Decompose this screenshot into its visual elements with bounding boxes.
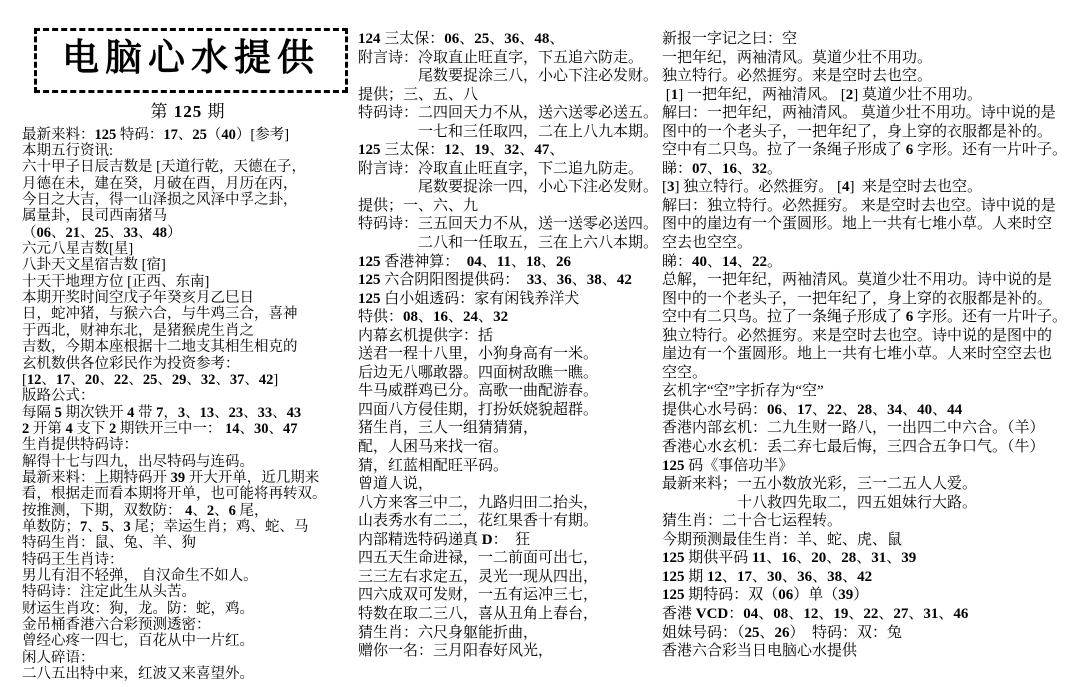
text-line: 图中的一个老头子，一把年纪了，身上穿的衣服都是补的。 [662,123,1053,140]
text-line: 特码诗：注定此生从头苦。 [22,584,196,601]
text-line: 赠你一名：三月阳春好风光， [358,643,554,660]
text-line: 八方来客三中二，九路归田二抬头， [358,494,599,511]
text-line: 香港 VCD：04、08、12、19、22、27、31、46 [662,605,969,622]
text-line: 125 白小姐透码：家有闲钱养洋犬 [358,290,580,307]
text-line: 最新来料：125 特码：17、25（40）[参考] [22,126,290,143]
text-line: 姐妹号码：（25、26） 特码：双：兔 [662,624,903,641]
text-line: 空空。 [662,364,708,381]
text-line: 本期开奖时间空戊子年癸亥月乙巳日 [22,290,254,307]
text-line: 提供；三、五、八 [358,86,479,103]
middle-column-text [358,30,660,661]
text-line: 二八和一任取五，三在上六八本期。 [358,235,659,252]
text-line: 解得十七与四九，出尽特码与连码。 [22,453,254,470]
text-line: 特码诗：三五回天力不从，送一送零必送四。 [358,216,659,233]
text-line: 按推测，下期，双数防： 4、2、6 尾， [22,502,269,519]
page-title: 电脑心水提供 [62,38,320,79]
text-line: 特码诗：二四回天力不从，送六送零必送五。 [358,105,659,122]
text-line: 单数防；7、5、3 尾；幸运生肖；鸡、蛇、马 [22,518,309,535]
text-line: 玄机字“空”字折存为“空” [662,383,824,400]
text-line: 版路公式： [22,388,95,405]
text-line: 生肖提供特码诗： [22,437,138,454]
text-line: 崖边有一个蛋圆形。地上一共有七堆小草。人来时空空去也 [662,346,1053,363]
text-line: 125 期供平码 11、16、20、28、31、39 [662,550,917,567]
text-line: 每隔 5 期次铁开 4 带 7，3、13、23、33、43 [22,404,302,421]
text-line: 香港六合彩当日电脑心水提供 [662,643,858,660]
left-column-text [22,127,354,683]
text-line: 本期五行资讯: [22,143,114,160]
text-line: 吉数，今期本座根据十二地支其相生相克的 [22,339,298,356]
text-line: 2 开第 4 支下 2 期铁开三中一： 14、30、47 [22,420,298,437]
text-line: 猜生肖：六尺身躯能折曲， [358,624,539,641]
text-line: 属量卦，艮司西南猪马 [22,208,167,225]
text-line: [12、17、20、22、25、29、32、37、42] [22,371,279,388]
text-line: 牛马威群鸡已分。高歌一曲配游春。 [358,383,599,400]
text-line: 曾道人说， [358,476,434,493]
text-line: 图中的一个老头子，一把年纪了，身上穿的衣服都是补的。 [662,290,1053,307]
right-column-text [662,30,1080,661]
text-line: 特数在取二三八，喜从丑角上春台， [358,605,599,622]
text-line: 最新来料；一五小数放光彩，三一二五人人爱。 [662,476,978,493]
text-line: 后边无八哪敢器。四面树敌瞧一瞧。 [358,364,599,381]
text-line: 曾经心疼一四七，百花从中一片红。 [22,633,254,650]
text-line: 空中有二只鸟。拉了一条绳子形成了 6 字形。还有一片叶子。 [662,309,1068,326]
text-line: 十八救四先取二，四五姐妹行大路。 [662,494,978,511]
text-line: 提供心水号码：06、17、22、28、34、40、44 [662,401,963,418]
text-line: 特码王生肖诗： [22,551,124,568]
left-column [22,26,354,682]
text-line: 125 期特码：双（06）单（39） [662,587,869,604]
text-line: 睇：07、16、32。 [662,160,783,177]
text-line: 今日之大吉，得一山泽损之风泽中孚之卦， [22,192,298,209]
text-line: 特供：08、16、24、32 [358,309,509,326]
text-line: 125 香港神算： 04、11、18、26 [358,253,571,270]
text-line: 十天干地理方位 [正西、东南] [22,273,210,290]
text-line: 图中的崖边有一个蛋圆形。地上一共有七堆小草。人来时空 [662,216,1053,233]
text-line: 总解，一把年纪，两袖清风。莫道少壮不用功。诗中说的是 [662,272,1053,289]
text-line: 内幕玄机提供字：括 [358,327,494,344]
middle-column [358,30,660,661]
title-box [34,28,348,93]
text-line: 125 码《事倍功半》 [662,457,794,474]
text-line: 125 期 12、17、30、36、38、42 [662,568,873,585]
text-line: 男儿有泪不轻弹， 自汉命生不如人。 [22,567,258,584]
text-line: 金吊桶香港六合彩预测透密： [22,617,211,633]
text-line: 二八五出特中来，红波又来喜望外。 [22,666,254,683]
text-line: 玄机数供各位彩民作为投资参考： [22,355,240,372]
text-line: 财运生肖攻：狗，龙。防：蛇，鸡。 [22,600,254,617]
text-line: 六十甲子日辰吉数是 [天道行乾，天德在子， [22,159,306,176]
text-line: 配，人困马来找一宿。 [358,439,509,456]
text-line: 香港内部玄机：二九生财一路八，一出四二中六合。（羊） [662,420,1045,437]
text-line: 一七和三任取四，二在上八九本期。 [358,123,659,140]
text-line: 今期预测最佳生肖：羊、蛇、虎、鼠 [662,531,903,548]
text-line: 125 三太保：12、19、32、47、 [358,142,565,159]
text-line: 解曰：独立特行。必然捱穷。 来是空时去也空。诗中说的是 [662,197,1056,214]
text-line: 空去也空空。 [662,235,753,252]
text-line: 日，蛇冲猪，与猴六合，与牛鸡三合，喜神 [22,306,298,323]
text-line: 四六成双可发财，一五有运冲三七， [358,587,599,604]
text-line: 附言诗：冷取直止旺直字，下二追九防走。 [358,160,644,177]
text-line: 猜，红蓝相配旺平码。 [358,457,509,474]
text-line: 提供；一、六、九 [358,197,479,214]
text-line: 125 六合阴阳图提供码： 33、36、38、42 [358,272,632,289]
text-line: 新报一字记之曰：空 [662,31,798,47]
text-line: 空中有二只鸟。拉了一条绳子形成了 6 字形。还有一片叶子。 [662,142,1068,159]
text-line: [3] 独立特行。必然捱穷。 [4] 来是空时去也空。 [662,179,982,196]
text-line: 于西北，财神东北，是猪猴虎生肖之 [22,322,254,339]
text-line: 124 三太保：06、25、36、48、 [358,31,565,47]
text-line: 送君一程十八里，小狗身高有一米。 [358,346,599,363]
text-line: 最新来料：上期特码开 39 开大开单，近几期来 [22,469,320,486]
text-line: 尾数要捉涂一四，小心下注必发财。 [358,179,659,196]
text-line: 附言诗：冷取直止旺直字，下五追六防走。 [358,49,644,66]
text-line: 内部精选特码递真 D： 狂 [358,531,531,548]
text-line: 看，根据走而看本期将开单，也可能将再转双。 [22,486,327,503]
text-line: 睇：40、14、22。 [662,253,783,270]
text-line: 闲人碎语： [22,649,95,666]
text-line: 特码生肖：鼠、兔、羊、狗 [22,535,196,552]
text-line: 猜生肖：二十合七运程转。 [662,513,843,530]
text-line: 月德在未，建在癸，月破在酉，月历在丙， [22,175,298,192]
text-line: 独立特行。必然捱穷。来是空时去也空。 [662,68,933,85]
text-line: 一把年纪，两袖清风。莫道少壮不用功。 [662,49,933,66]
text-line: 猪生肖，三人一组猜猜猜， [358,420,539,437]
text-line: 解曰：一把年纪，两袖清风。 莫道少壮不用功。诗中说的是 [662,105,1056,122]
text-line: 三三左右求定五，灵光一现从四出， [358,568,599,585]
right-column [662,30,1080,661]
text-line: 香港心水玄机：丢二弃七最后悔，三四合五争口气。（牛） [662,439,1045,456]
text-line: 山表秀水有二二，花红果香十有期。 [358,513,599,530]
text-line: 四面八方侵佳期，打扮妖娆貌超群。 [358,401,599,418]
text-line: 尾数要捉涂三八，小心下注必发财。 [358,68,659,85]
text-line: 四五天生命进禄，一二前面可出七， [358,550,599,567]
text-line: 八卦天文星宿吉数 [宿] [22,257,166,274]
text-line: [1] 一把年纪，两袖清风。 [2] 莫道少壮不用功。 [662,86,982,103]
text-line: （06、21、25、33、48） [22,224,182,241]
issue-number: 第 125 期 [150,101,226,121]
text-line: 独立特行。必然捱穷。来是空时去也空。诗中说的是图中的 [662,327,1053,344]
text-line: 六元八星吉数[星] [22,241,134,258]
